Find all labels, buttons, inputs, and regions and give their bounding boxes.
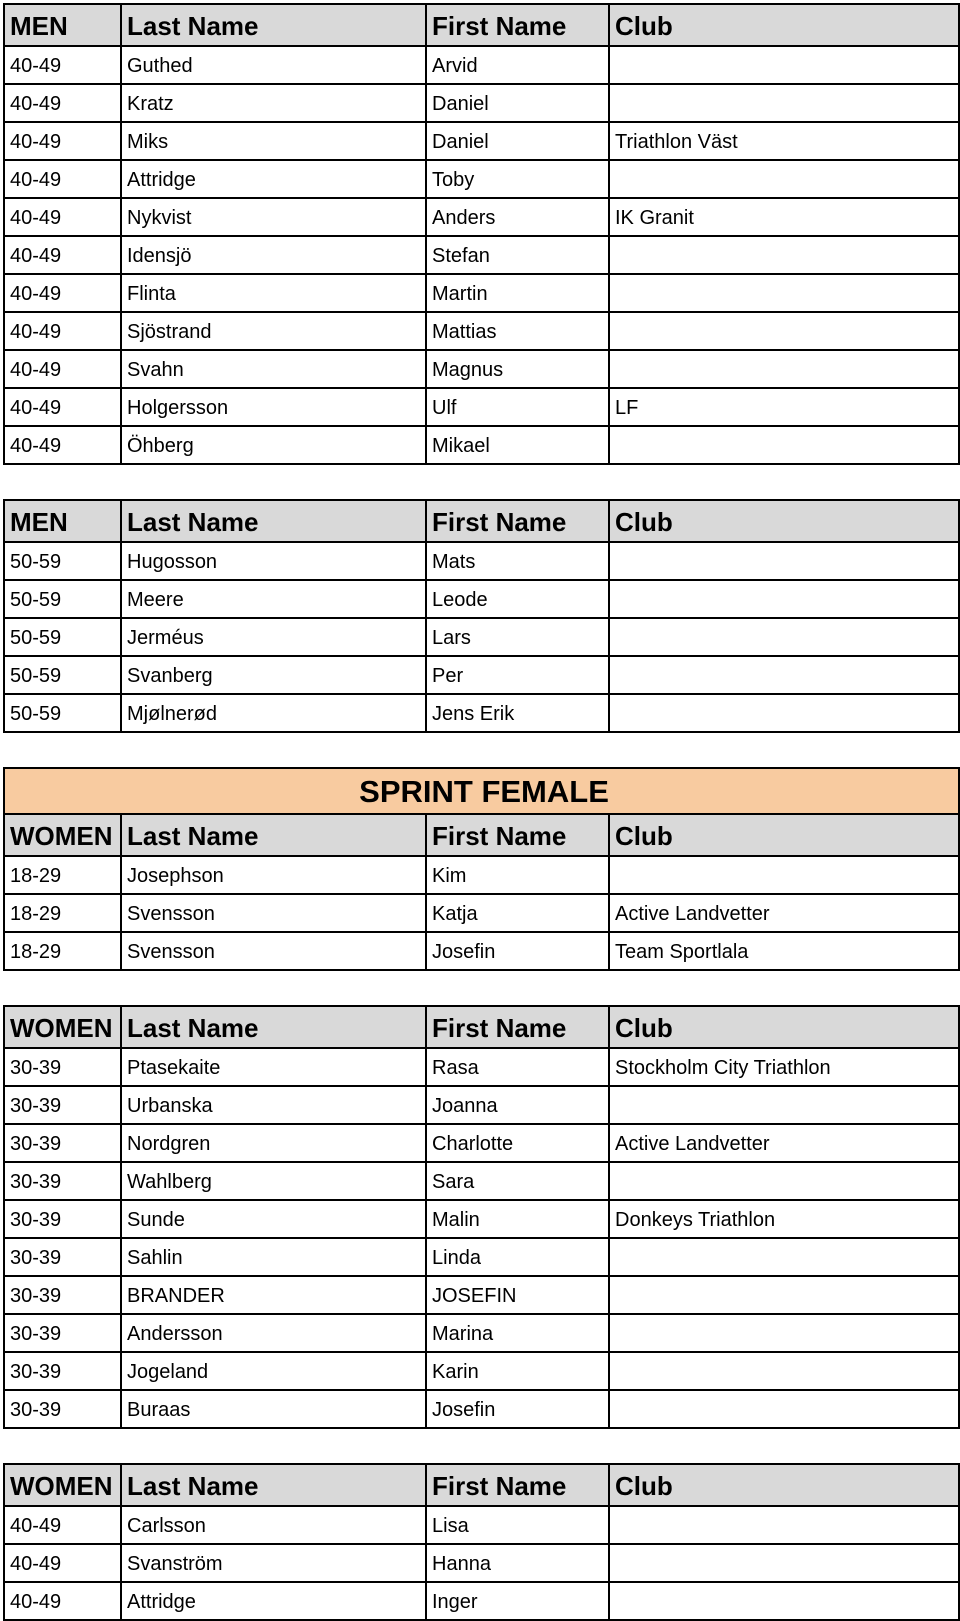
cell-last-name: Svanström xyxy=(121,1544,426,1582)
cell-first-name: Josefin xyxy=(426,932,609,970)
cell-category: 50-59 xyxy=(4,542,121,580)
table-row xyxy=(4,894,959,932)
cell-category: 40-49 xyxy=(4,46,121,84)
table-row xyxy=(4,236,959,274)
cell-club xyxy=(609,1086,959,1124)
cell-last-name: Wahlberg xyxy=(121,1162,426,1200)
cell-last-name: Nykvist xyxy=(121,198,426,236)
cell-last-name: Sjöstrand xyxy=(121,312,426,350)
cell-last-name: Svensson xyxy=(121,894,426,932)
cell-last-name: Kratz xyxy=(121,84,426,122)
cell-club xyxy=(609,580,959,618)
cell-last-name: Svensson xyxy=(121,932,426,970)
cell-club xyxy=(609,1352,959,1390)
table-row xyxy=(4,656,959,694)
table-row xyxy=(4,856,959,894)
cell-category: 40-49 xyxy=(4,350,121,388)
cell-category: 30-39 xyxy=(4,1086,121,1124)
table-header-row xyxy=(4,1006,959,1048)
cell-last-name: Sunde xyxy=(121,1200,426,1238)
cell-club xyxy=(609,84,959,122)
table-row xyxy=(4,1390,959,1428)
cell-category: 30-39 xyxy=(4,1352,121,1390)
cell-last-name: Miks xyxy=(121,122,426,160)
cell-club xyxy=(609,46,959,84)
table-men-40-49 xyxy=(3,3,960,465)
cell-category: 18-29 xyxy=(4,856,121,894)
cell-category: 30-39 xyxy=(4,1124,121,1162)
table-row xyxy=(4,388,959,426)
table-row xyxy=(4,1238,959,1276)
table-header-row xyxy=(4,500,959,542)
header-first-name: First Name xyxy=(426,1006,609,1048)
cell-club xyxy=(609,856,959,894)
table-row xyxy=(4,618,959,656)
cell-club: Team Sportlala xyxy=(609,932,959,970)
cell-first-name: Inger xyxy=(426,1582,609,1620)
header-first-name: First Name xyxy=(426,500,609,542)
cell-first-name: Daniel xyxy=(426,122,609,160)
cell-last-name: Sahlin xyxy=(121,1238,426,1276)
cell-club xyxy=(609,1506,959,1544)
cell-category: 30-39 xyxy=(4,1390,121,1428)
table-row xyxy=(4,46,959,84)
table-row xyxy=(4,932,959,970)
table-row xyxy=(4,274,959,312)
cell-last-name: Jerméus xyxy=(121,618,426,656)
header-last-name: Last Name xyxy=(121,500,426,542)
cell-club xyxy=(609,1314,959,1352)
header-last-name: Last Name xyxy=(121,4,426,46)
cell-first-name: Leode xyxy=(426,580,609,618)
cell-category: 40-49 xyxy=(4,426,121,464)
cell-club xyxy=(609,236,959,274)
cell-category: 40-49 xyxy=(4,388,121,426)
table-row xyxy=(4,1162,959,1200)
cell-last-name: Idensjö xyxy=(121,236,426,274)
table-row xyxy=(4,312,959,350)
table-row xyxy=(4,426,959,464)
table-row xyxy=(4,1314,959,1352)
cell-first-name: Mattias xyxy=(426,312,609,350)
cell-last-name: Svanberg xyxy=(121,656,426,694)
header-last-name: Last Name xyxy=(121,1464,426,1506)
cell-category: 40-49 xyxy=(4,274,121,312)
header-last-name: Last Name xyxy=(121,1006,426,1048)
cell-category: 40-49 xyxy=(4,1506,121,1544)
cell-first-name: Jens Erik xyxy=(426,694,609,732)
table-row xyxy=(4,1086,959,1124)
table-row xyxy=(4,580,959,618)
cell-category: 30-39 xyxy=(4,1238,121,1276)
cell-category: 40-49 xyxy=(4,160,121,198)
cell-club xyxy=(609,542,959,580)
table-row xyxy=(4,1582,959,1620)
cell-club: IK Granit xyxy=(609,198,959,236)
cell-last-name: BRANDER xyxy=(121,1276,426,1314)
cell-first-name: Hanna xyxy=(426,1544,609,1582)
cell-last-name: Svahn xyxy=(121,350,426,388)
cell-first-name: Joanna xyxy=(426,1086,609,1124)
cell-last-name: Carlsson xyxy=(121,1506,426,1544)
cell-last-name: Ptasekaite xyxy=(121,1048,426,1086)
cell-club xyxy=(609,694,959,732)
header-club: Club xyxy=(609,4,959,46)
table-header-row xyxy=(4,814,959,856)
cell-club xyxy=(609,1238,959,1276)
cell-first-name: Rasa xyxy=(426,1048,609,1086)
cell-last-name: Attridge xyxy=(121,1582,426,1620)
cell-first-name: Anders xyxy=(426,198,609,236)
cell-first-name: Lisa xyxy=(426,1506,609,1544)
header-category: MEN xyxy=(4,500,121,542)
cell-club xyxy=(609,312,959,350)
sprint-female-title: SPRINT FEMALE xyxy=(4,768,959,814)
cell-category: 40-49 xyxy=(4,122,121,160)
cell-first-name: Marina xyxy=(426,1314,609,1352)
cell-first-name: Lars xyxy=(426,618,609,656)
cell-category: 50-59 xyxy=(4,656,121,694)
cell-club xyxy=(609,1544,959,1582)
table-women-30-39 xyxy=(3,1005,960,1429)
cell-club xyxy=(609,1582,959,1620)
cell-club: Triathlon Väst xyxy=(609,122,959,160)
cell-club: Active Landvetter xyxy=(609,894,959,932)
table-row xyxy=(4,1544,959,1582)
cell-first-name: Charlotte xyxy=(426,1124,609,1162)
cell-club xyxy=(609,1276,959,1314)
cell-last-name: Buraas xyxy=(121,1390,426,1428)
cell-category: 30-39 xyxy=(4,1048,121,1086)
table-row xyxy=(4,350,959,388)
cell-first-name: Linda xyxy=(426,1238,609,1276)
cell-first-name: Ulf xyxy=(426,388,609,426)
cell-category: 40-49 xyxy=(4,1582,121,1620)
cell-club xyxy=(609,656,959,694)
cell-club xyxy=(609,1390,959,1428)
table-row xyxy=(4,1506,959,1544)
cell-club xyxy=(609,350,959,388)
cell-club xyxy=(609,618,959,656)
cell-club: Stockholm City Triathlon xyxy=(609,1048,959,1086)
cell-category: 30-39 xyxy=(4,1276,121,1314)
table-row xyxy=(4,122,959,160)
cell-club xyxy=(609,274,959,312)
cell-first-name: Per xyxy=(426,656,609,694)
cell-first-name: Toby xyxy=(426,160,609,198)
cell-first-name: Daniel xyxy=(426,84,609,122)
header-club: Club xyxy=(609,1464,959,1506)
cell-last-name: Urbanska xyxy=(121,1086,426,1124)
cell-first-name: Magnus xyxy=(426,350,609,388)
cell-category: 30-39 xyxy=(4,1162,121,1200)
results-sheet xyxy=(3,3,958,1621)
header-first-name: First Name xyxy=(426,4,609,46)
cell-first-name: JOSEFIN xyxy=(426,1276,609,1314)
cell-last-name: Meere xyxy=(121,580,426,618)
header-first-name: First Name xyxy=(426,1464,609,1506)
table-row xyxy=(4,1124,959,1162)
cell-last-name: Josephson xyxy=(121,856,426,894)
cell-category: 40-49 xyxy=(4,312,121,350)
cell-first-name: Katja xyxy=(426,894,609,932)
cell-category: 30-39 xyxy=(4,1200,121,1238)
cell-category: 40-49 xyxy=(4,1544,121,1582)
table-women-18-29 xyxy=(3,767,960,971)
cell-category: 30-39 xyxy=(4,1314,121,1352)
header-category: WOMEN xyxy=(4,1464,121,1506)
header-category: WOMEN xyxy=(4,814,121,856)
cell-category: 50-59 xyxy=(4,694,121,732)
table-row xyxy=(4,1200,959,1238)
cell-first-name: Sara xyxy=(426,1162,609,1200)
cell-first-name: Kim xyxy=(426,856,609,894)
table-men-50-59 xyxy=(3,499,960,733)
cell-first-name: Mats xyxy=(426,542,609,580)
cell-category: 50-59 xyxy=(4,618,121,656)
table-women-40-49 xyxy=(3,1463,960,1621)
header-first-name: First Name xyxy=(426,814,609,856)
cell-last-name: Jogeland xyxy=(121,1352,426,1390)
cell-club xyxy=(609,160,959,198)
table-row xyxy=(4,542,959,580)
cell-category: 40-49 xyxy=(4,236,121,274)
cell-first-name: Stefan xyxy=(426,236,609,274)
cell-category: 40-49 xyxy=(4,84,121,122)
cell-first-name: Karin xyxy=(426,1352,609,1390)
header-club: Club xyxy=(609,500,959,542)
table-row xyxy=(4,694,959,732)
cell-last-name: Flinta xyxy=(121,274,426,312)
cell-first-name: Arvid xyxy=(426,46,609,84)
cell-first-name: Mikael xyxy=(426,426,609,464)
table-header-row xyxy=(4,4,959,46)
cell-first-name: Martin xyxy=(426,274,609,312)
cell-category: 40-49 xyxy=(4,198,121,236)
header-club: Club xyxy=(609,1006,959,1048)
table-row xyxy=(4,160,959,198)
cell-club xyxy=(609,426,959,464)
cell-category: 18-29 xyxy=(4,932,121,970)
table-row xyxy=(4,1048,959,1086)
table-row xyxy=(4,1276,959,1314)
cell-last-name: Mjølnerød xyxy=(121,694,426,732)
cell-club: Active Landvetter xyxy=(609,1124,959,1162)
table-row xyxy=(4,198,959,236)
cell-last-name: Andersson xyxy=(121,1314,426,1352)
cell-category: 50-59 xyxy=(4,580,121,618)
table-row xyxy=(4,1352,959,1390)
cell-first-name: Josefin xyxy=(426,1390,609,1428)
cell-last-name: Öhberg xyxy=(121,426,426,464)
header-last-name: Last Name xyxy=(121,814,426,856)
header-club: Club xyxy=(609,814,959,856)
cell-first-name: Malin xyxy=(426,1200,609,1238)
header-category: MEN xyxy=(4,4,121,46)
cell-category: 18-29 xyxy=(4,894,121,932)
cell-club: LF xyxy=(609,388,959,426)
table-header-row xyxy=(4,1464,959,1506)
cell-last-name: Hugosson xyxy=(121,542,426,580)
cell-club xyxy=(609,1162,959,1200)
cell-last-name: Holgersson xyxy=(121,388,426,426)
cell-last-name: Attridge xyxy=(121,160,426,198)
table-row xyxy=(4,84,959,122)
cell-last-name: Nordgren xyxy=(121,1124,426,1162)
header-category: WOMEN xyxy=(4,1006,121,1048)
section-banner xyxy=(4,768,959,814)
cell-club: Donkeys Triathlon xyxy=(609,1200,959,1238)
cell-last-name: Guthed xyxy=(121,46,426,84)
